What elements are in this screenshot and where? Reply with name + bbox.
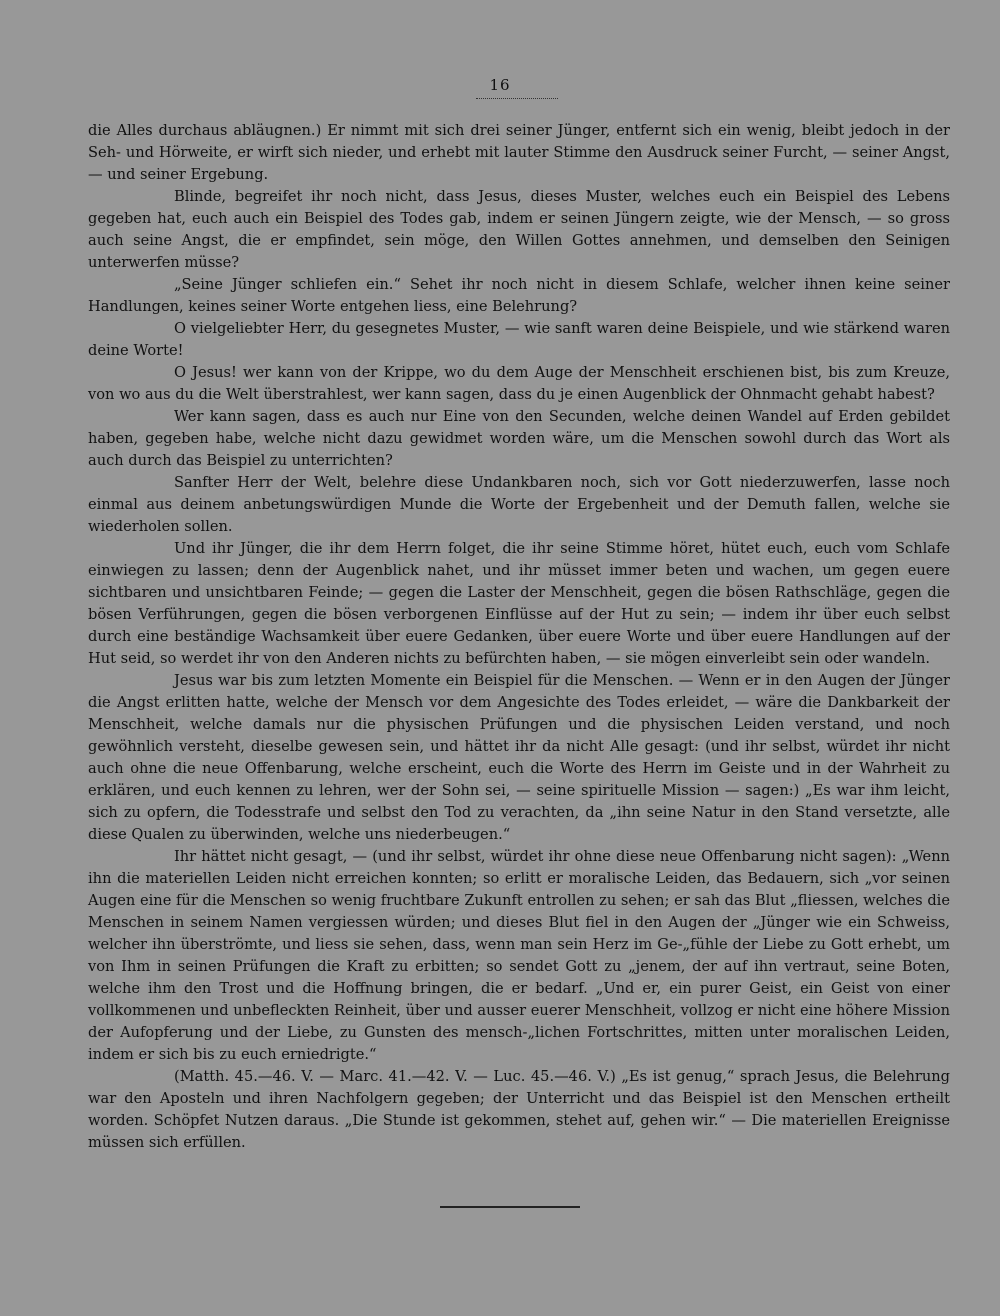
paragraph-1: die Alles durchaus abläugnen.) Er nimmt mit sich drei seiner Jünger, entfernt sich ein wenig, bleibt jedoch in der Seh- und Hörweite, er wirft sich nieder, und erhebt mit lauter Stimme den Ausdruck seiner Furcht, — seiner Angst, — und seiner Ergebung. [88, 122, 950, 183]
paragraph-5: O Jesus! wer kann von der Krippe, wo du dem Auge der Menschheit erschienen bist, bis zum Kreuze, von wo aus du die Welt überstrahlest, wer kann sagen, dass du je einen Augenblick der Ohnmacht gehabt habest? [88, 364, 950, 403]
paragraph-8: Und ihr Jünger, die ihr dem Herrn folget, die ihr seine Stimme höret, hütet euch, euch vom Schlafe einwiegen zu lassen; denn der Augenblick nahet, und ihr müsset immer beten und wachen, um gegen euere sichtbaren und unsichtbaren Feinde; — gegen die Laster der Menschheit, gegen die bösen Rathschläge, gegen die bösen Verführungen, gegen die bösen verborgenen Einflüsse auf der Hut zu sein; — indem ihr über euch selbst durch eine beständige Wachsamkeit über euere Gedanken, über euere Worte und über euere Handlungen auf der Hut seid, so werdet ihr von den Anderen nichts zu befürchten haben, — sie mögen einverleibt sein oder wandeln. [88, 540, 950, 667]
paragraph-4: O vielgeliebter Herr, du gesegnetes Muster, — wie sanft waren deine Beispiele, und wie stärkend waren deine Worte! [88, 320, 950, 359]
paragraph-10: Ihr hättet nicht gesagt, — (und ihr selbst, würdet ihr ohne diese neue Offenbarung nicht sagen): „Wenn ihn die materiellen Leiden nicht erreichen konnten; so erlitt er moralische Leiden, das Bedauern, sich „vor seinen Augen eine für die Menschen so wenig fruchtbare Zukunft entrollen zu sehen; er sah das Blut „fliessen, welches die Menschen in seinem Namen vergiessen würden; und dieses Blut fiel in den Augen der „Jünger wie ein Schweiss, welcher ihn überströmte, und liess sie sehen, dass, wenn man sein Herz im Ge-„fühle der Liebe zu Gott erhebt, um von Ihm in seinen Prüfungen die Kraft zu erbitten; so sendet Gott zu „jenem, der auf ihn vertraut, seine Boten, welche ihm den Trost und die Hoffnung bringen, die er bedarf. „Und er, ein purer Geist, ein Geist von einer vollkommenen und unbefleckten Reinheit, über und ausser euerer Menschheit, vollzog er nicht eine höhere Mission der Aufopferung und der Liebe, zu Gunsten des mensch-„lichen Fortschrittes, mitten unter moralischen Leiden, indem er sich bis zu euch erniedrigte.“ [88, 848, 950, 1063]
paragraph-9: Jesus war bis zum letzten Momente ein Beispiel für die Menschen. — Wenn er in den Augen der Jünger die Angst erlitten hatte, welche der Mensch vor dem Angesichte des Todes erleidet, — wäre die Dankbarkeit der Menschheit, welche damals nur die physischen Prüfungen und die physischen Leiden verstand, und noch gewöhnlich versteht, dieselbe gewesen sein, und hättet ihr da nicht Alle gesagt: (und ihr selbst, würdet ihr nicht auch ohne die neue Offenbarung, welche erscheint, euch die Worte des Herrn im Geiste und in der Wahrheit zu erklären, und euch kennen zu lehren, wer der Sohn sei, — seine spirituelle Mission — sagen:) „Es war ihm leicht, sich zu opfern, die Todesstrafe und selbst den Tod zu verachten, da „ihn seine Natur in den Stand versetzte, alle diese Qualen zu überwinden, welche uns niederbeugen.“ [88, 672, 950, 843]
page-number: 16 [489, 76, 511, 94]
paragraph-7: Sanfter Herr der Welt, belehre diese Undankbaren noch, sich vor Gott niederzuwerfen, lasse noch einmal aus deinem anbetungswürdigen Munde die Worte der Ergebenheit und der Demuth fallen, welche sie wiederholen sollen. [88, 474, 950, 535]
paragraph-2: Blinde, begreifet ihr noch nicht, dass Jesus, dieses Muster, welches euch ein Beispiel des Lebens gegeben hat, euch auch ein Beispiel des Todes gab, indem er seinen Jüngern zeigte, wie der Mensch, — so gross auch seine Angst, die er empfindet, sein möge, den Willen Gottes annehmen, und demselben den Seinigen unterwerfen müsse? [88, 188, 950, 271]
paragraph-6: Wer kann sagen, dass es auch nur Eine von den Secunden, welche deinen Wandel auf Erden gebildet haben, gegeben habe, welche nicht dazu gewidmet worden wäre, um die Menschen sowohl durch das Wort als auch durch das Beispiel zu unterrichten? [88, 408, 950, 469]
body-text [88, 120, 950, 1154]
page-number-rule [476, 98, 558, 99]
paragraph-11: (Matth. 45.—46. V. — Marc. 41.—42. V. — Luc. 45.—46. V.) „Es ist genug,“ sprach Jesus, die Belehrung war den Aposteln und ihren Nachfolgern gegeben; der Unterricht und das Beispiel ist den Menschen ertheilt worden. Schöpfet Nutzen daraus. „Die Stunde ist gekommen, stehet auf, gehen wir.“ — Die materiellen Ereignisse müssen sich erfüllen. [88, 1068, 950, 1151]
paragraph-3: „Seine Jünger schliefen ein.“ Sehet ihr noch nicht in diesem Schlafe, welcher ihnen keine seiner Handlungen, keines seiner Worte entgehen liess, eine Belehrung? [88, 276, 950, 315]
end-rule [440, 1206, 580, 1208]
